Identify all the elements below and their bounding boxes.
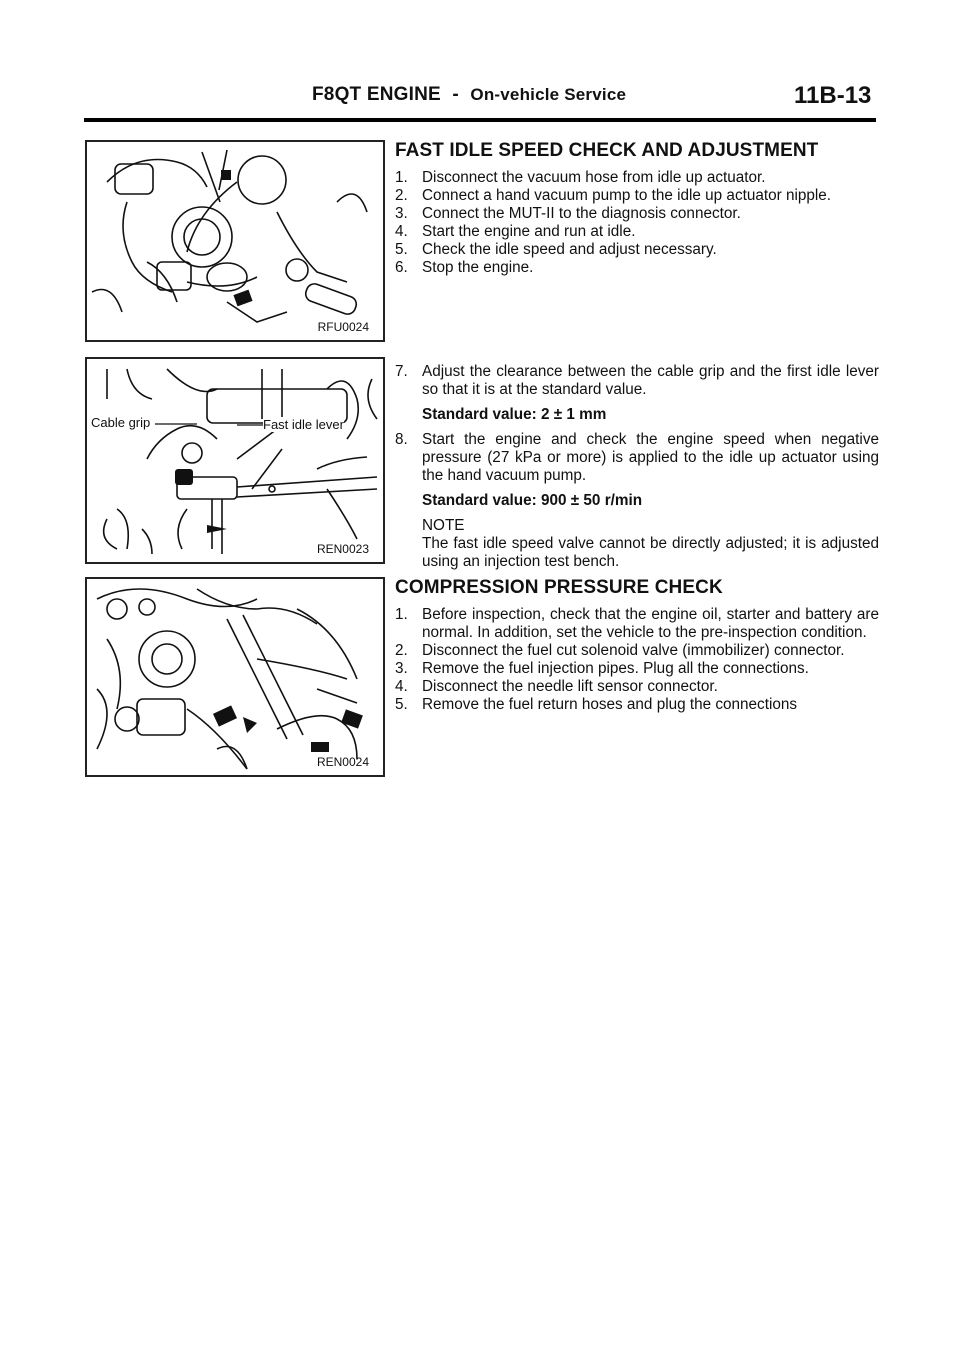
standard-value: Standard value: 900 ± 50 r/min — [422, 492, 643, 509]
step — [395, 606, 879, 642]
section-compression — [395, 577, 879, 714]
label-fast-idle-lever: Fast idle lever — [263, 417, 344, 432]
figure-id: REN0023 — [316, 542, 369, 556]
step-number: 4. — [395, 223, 408, 240]
figure-fuel-cut-connector-drawing — [87, 579, 383, 775]
step-text: Connect the MUT-II to the diagnosis connector. — [422, 205, 741, 222]
step-text: Before inspection, check that the engine oil, starter and battery are normal. In addition, set the vehicle to the pre-inspection condition. — [422, 606, 879, 641]
step — [395, 169, 879, 187]
section-fast-idle — [395, 140, 879, 277]
page-header — [0, 0, 960, 120]
step-text: Adjust the clearance between the cable grip and the first idle lever so that it is at the standard value. — [422, 363, 879, 398]
header-separator: - — [452, 84, 459, 105]
section-fast-idle-continued — [395, 363, 879, 571]
step-number: 2. — [395, 187, 408, 204]
header-engine: F8QT ENGINE — [312, 84, 441, 105]
figure-fuel-cut-connector — [85, 577, 385, 777]
step-number: 2. — [395, 642, 408, 659]
step — [395, 678, 879, 696]
step-number: 1. — [395, 606, 408, 623]
heading-fast-idle: FAST IDLE SPEED CHECK AND ADJUSTMENT — [395, 140, 819, 161]
label-cable-grip: Cable grip — [91, 415, 151, 430]
step-text: Disconnect the vacuum hose from idle up actuator. — [422, 169, 766, 186]
standard-value: Standard value: 2 ± 1 mm — [422, 406, 607, 423]
step-text: Start the engine and run at idle. — [422, 223, 636, 240]
step-text: Disconnect the fuel cut solenoid valve (immobilizer) connector. — [422, 642, 845, 659]
figure-id: RFU0024 — [317, 320, 369, 334]
header-title — [312, 84, 626, 106]
step-number: 3. — [395, 205, 408, 222]
step-text: Disconnect the needle lift sensor connector. — [422, 678, 718, 695]
step-number: 1. — [395, 169, 408, 186]
figure-vacuum-pump-drawing — [87, 142, 383, 340]
step-number: 3. — [395, 660, 408, 677]
figure-cable-grip-drawing — [87, 359, 383, 562]
step-text: Start the engine and check the engine speed when negative pressure (27 kPa or more) is applied to the idle up actuator using the hand vacuum pump. — [422, 431, 879, 484]
step — [395, 241, 879, 259]
step — [395, 363, 879, 399]
figure-id: REN0024 — [316, 755, 369, 769]
step — [395, 660, 879, 678]
step-text: Remove the fuel return hoses and plug the connections — [422, 696, 798, 713]
step — [395, 259, 879, 277]
figure-cable-grip — [85, 357, 385, 564]
step-number: 8. — [395, 431, 408, 448]
step-number: 4. — [395, 678, 408, 695]
step-text: Connect a hand vacuum pump to the idle up actuator nipple. — [422, 187, 832, 204]
step-number: 5. — [395, 696, 408, 713]
header-rule — [84, 118, 876, 122]
step-number: 5. — [395, 241, 408, 258]
step — [395, 696, 879, 714]
note-label: NOTE — [422, 517, 465, 534]
page-number: 11B-13 — [794, 82, 872, 109]
step-text: Stop the engine. — [422, 259, 534, 276]
heading-compression: COMPRESSION PRESSURE CHECK — [395, 577, 723, 598]
step-number: 7. — [395, 363, 408, 380]
figure-vacuum-pump — [85, 140, 385, 342]
header-section: On-vehicle Service — [470, 85, 627, 104]
step-text: Remove the fuel injection pipes. Plug all the connections. — [422, 660, 809, 677]
step — [395, 187, 879, 205]
step — [395, 642, 879, 660]
step — [395, 223, 879, 241]
step-text: Check the idle speed and adjust necessary. — [422, 241, 717, 258]
step — [395, 205, 879, 223]
step-number: 6. — [395, 259, 408, 276]
note-text: The fast idle speed valve cannot be directly adjusted; it is adjusted using an injection test bench. — [422, 535, 879, 570]
step — [395, 431, 879, 485]
